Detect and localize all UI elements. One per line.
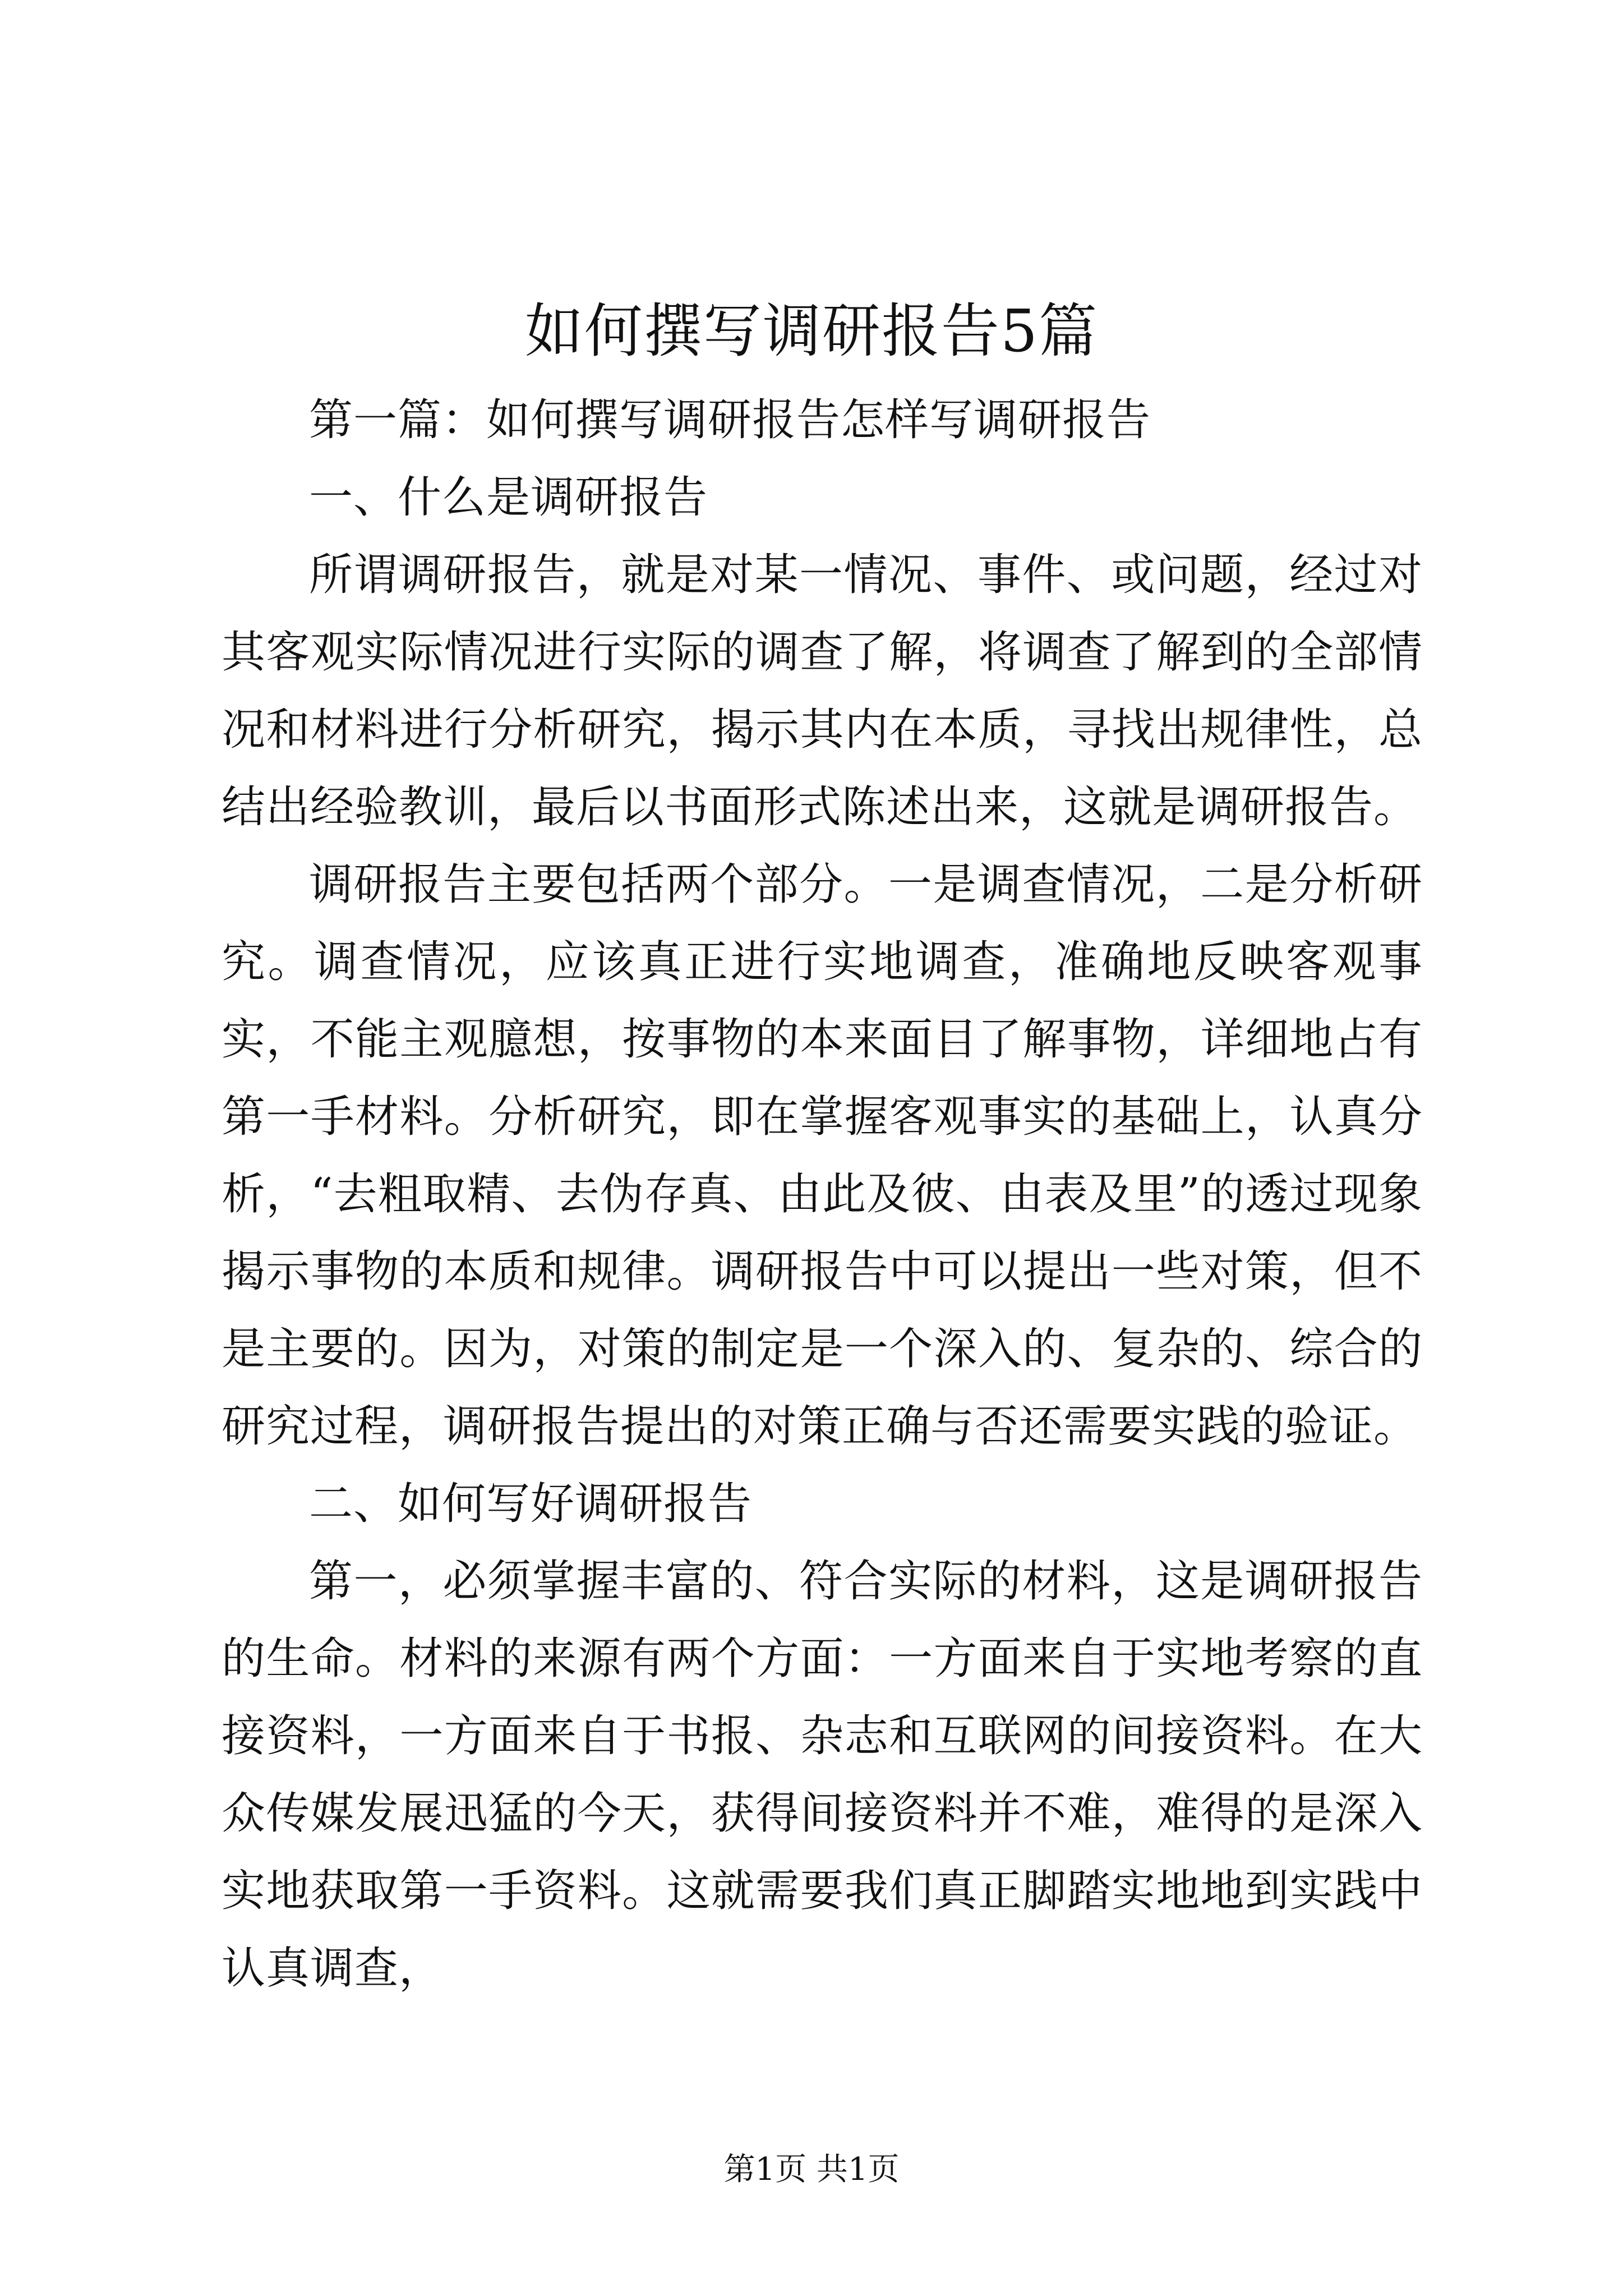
- document-body: [222, 381, 1423, 2007]
- paragraph-section-heading: 第一篇：如何撰写调研报告怎样写调研报告: [309, 395, 1151, 445]
- paragraph: 所谓调研报告，就是对某一情况、事件、或问题，经过对其客观实际情况进行实际的调查了解，将调查了解到的全部情况和材料进行分析研究，揭示其内在本质，寻找出规律性，总结出经验教训，最后以书面形式陈述出来，这就是调研报告。: [222, 550, 1423, 832]
- paragraph: 调研报告主要包括两个部分。一是调查情况，二是分析研究。调查情况，应该真正进行实地调查，准确地反映客观事实，不能主观臆想，按事物的本来面目了解事物，详细地占有第一手材料。分析研究，即在掌握客观事实的基础上，认真分析，“去粗取精、去伪存真、由此及彼、由表及里”的透过现象揭示事物的本质和规律。调研报告中可以提出一些对策，但不是主要的。因为，对策的制定是一个深入的、复杂的、综合的研究过程，调研报告提出的对策正确与否还需要实践的验证。: [222, 859, 1423, 1452]
- paragraph: 第一，必须掌握丰富的、符合实际的材料，这是调研报告的生命。材料的来源有两个方面：一方面来自于实地考察的直接资料，一方面来自于书报、杂志和互联网的间接资料。在大众传媒发展迅猛的今天，获得间接资料并不难，难得的是深入实地获取第一手资料。这就需要我们真正脚踏实地地到实践中认真调查，: [222, 1556, 1423, 1994]
- paragraph-heading-what-is: 一、什么是调研报告: [309, 472, 708, 523]
- paragraph-heading-how-to: 二、如何写好调研报告: [309, 1479, 753, 1529]
- document-title: 如何撰写调研报告5篇: [524, 297, 1099, 365]
- page-footer: 第1页 共1页: [723, 2151, 900, 2188]
